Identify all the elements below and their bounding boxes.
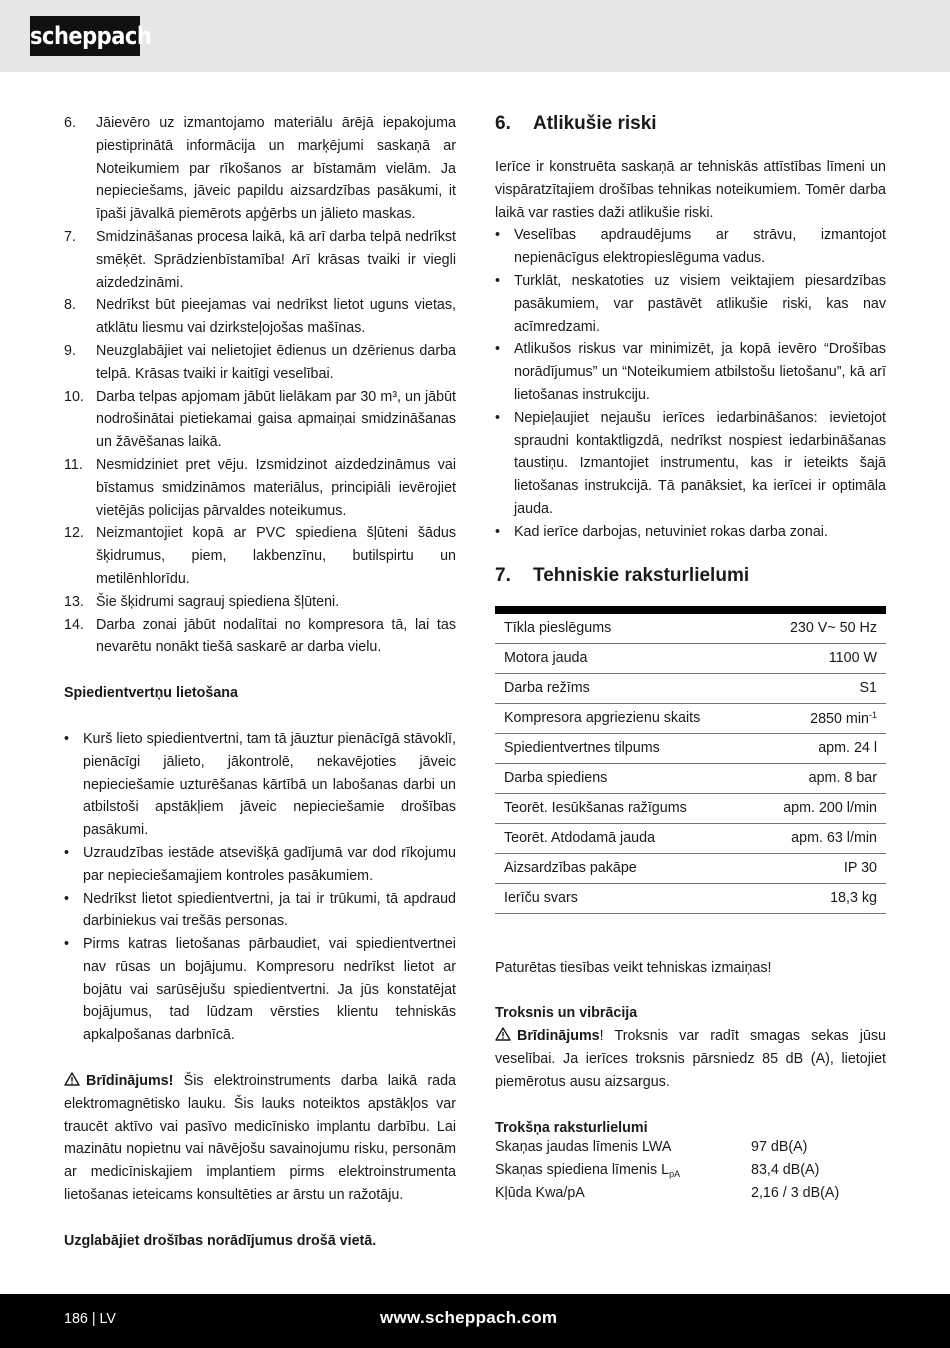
- numbered-item: [64, 591, 456, 614]
- item-number: 7.: [64, 228, 76, 245]
- spec-row: [495, 823, 886, 853]
- bullet-dot-icon: •: [64, 890, 70, 907]
- tech-spec-table: [495, 606, 886, 914]
- spec-value: 1100 W: [828, 650, 877, 667]
- item-number: 13.: [64, 593, 84, 610]
- warning-text: Šis elektroinstruments darba laikā rada elektromagnētisko lauku. Šis lauks noteiktos apstākļos var traucēt aktīvo vai pasīvo medicīnisko implantu darbību. Lai mazinātu nopietnu vai nāvējošu savainojumu risku, personām ar medicīniskajiem implantiem pirms elektroinstrumenta lietošanas ieteicams konsultēties ar ārstu un ražotāju.: [64, 1073, 456, 1204]
- numbered-item: [64, 614, 456, 660]
- spec-row: [495, 883, 886, 913]
- vessel-bullet-list: [64, 728, 456, 1047]
- noise-label-cell: [495, 1185, 751, 1208]
- bullet-item: [495, 338, 886, 406]
- noise-row: [495, 1162, 839, 1185]
- section-6-number: 6.: [495, 113, 511, 134]
- spec-row: [495, 673, 886, 703]
- numbered-item: [64, 294, 456, 340]
- website-link[interactable]: www.scheppach.com: [380, 1308, 558, 1327]
- item-number: 10.: [64, 388, 84, 405]
- spec-row: [495, 733, 886, 763]
- keep-safe-note: Uzglabājiet drošības norādījumus drošā vietā.: [64, 1232, 377, 1249]
- noise-label-cell: [495, 1162, 751, 1185]
- spec-label: Darba režīms: [495, 673, 752, 703]
- scheppach-logo: scheppach: [30, 16, 140, 56]
- header-band: [0, 0, 950, 72]
- bullet-text: Nedrīkst lietot spiedientvertni, ja tai ir trūkumi, tā apdraud darbiniekus vai trešās personas.: [83, 890, 456, 930]
- noise-heading: Troksnis un vibrācija: [495, 1005, 638, 1022]
- warning-label: Brīdinājums!: [86, 1073, 174, 1090]
- spec-label: Teorēt. Atdodamā jauda: [495, 823, 752, 853]
- spec-label: Darba spiediens: [495, 763, 752, 793]
- bullet-text: Kurš lieto spiedientvertni, tam tā jāuztur pienācīgā stāvoklī, pienācīgi jālieto, jākontrolē, nekavējoties jāveic nepieciešamie uzturēšanas kārtībā un labošanas darbi un atbilstoši apstākļiem jāveic nepieciešamie drošības pasākumi.: [83, 730, 456, 839]
- noise-value: 2,16 / 3 dB(A): [751, 1184, 840, 1201]
- item-text: Nedrīkst būt pieejamas vai nedrīkst lietot uguns vietas, atklātu liesmu vai dzirksteļojošas mašīnas.: [96, 297, 456, 337]
- bullet-item: [64, 933, 456, 1047]
- bullet-dot-icon: •: [495, 227, 501, 244]
- spec-label: Kompresora apgriezienu skaits: [495, 703, 752, 733]
- spec-label: Aizsardzības pakāpe: [495, 853, 752, 883]
- item-text: Neizmantojiet kopā ar PVC spiediena šļūteni šādus šķidrumus, piem, lakbenzīnu, butilspirtu un metilēnhlorīdu.: [96, 525, 456, 587]
- item-number: 12.: [64, 525, 84, 542]
- safety-numbered-list: [64, 112, 456, 659]
- spec-value: apm. 63 l/min: [791, 830, 877, 847]
- item-number: 11.: [64, 456, 83, 473]
- bullet-dot-icon: •: [64, 936, 70, 953]
- spec-label: Motora jauda: [495, 643, 752, 673]
- section-7-title: Tehniskie raksturlielumi: [533, 564, 750, 586]
- spec-value-exponent: -1: [868, 709, 877, 720]
- noise-label: Kļūda Kwa/pA: [495, 1184, 585, 1201]
- spec-value-cell: [752, 883, 886, 913]
- warning-paragraph: [64, 1070, 456, 1207]
- spec-value: apm. 24 l: [818, 740, 877, 757]
- spec-row: [495, 763, 886, 793]
- bullet-item: [495, 407, 886, 521]
- rights-note: Paturētas tiesības veikt tehniskas izmaiņas!: [495, 959, 772, 976]
- noise-warning-label: Brīdinājums: [517, 1028, 600, 1045]
- right-column: [495, 112, 886, 1208]
- vessel-heading: Spiedientvertņu lietošana: [64, 685, 238, 702]
- spec-label: Tīkla pieslēgums: [495, 614, 752, 644]
- bullet-text: Uzraudzības iestāde atsevišķā gadījumā var dod rīkojumu par nepieciešamajiem kontroles pasākumiem.: [83, 844, 456, 884]
- bullet-item: [64, 842, 456, 888]
- noise-row: [495, 1139, 839, 1162]
- bullet-text: Veselības apdraudējums ar strāvu, izmantojot nepienācīgus elektropieslēguma vadus.: [514, 227, 886, 267]
- spec-value-cell: [752, 763, 886, 793]
- noise-warning-paragraph: [495, 1025, 886, 1093]
- noise-warning-text: ! Troksnis var radīt smagas sekas jūsu veselībai. Ja ierīces troksnis pārsniedz 85 dB (A), lietojiet piemērotus ausu aizsargus.: [495, 1028, 886, 1090]
- item-text: Nesmidziniet pret vēju. Izsmidzinot aizdedzināmus vai bīstamus smidzināmos materiālus, principiāli ievērojiet vietējās policijas pārvaldes noteikumus.: [96, 456, 456, 519]
- section-6-heading: [495, 112, 886, 136]
- item-text: Jāievēro uz izmantojamo materiālu ārējā iepakojuma piestiprinātā informācija un marķējumi saskaņā ar Noteikumiem par rīkošanos ar bīstamām vielām. Ja nepieciešams, jāveic papildu aizsardzības pasākumi, it īpaši jāvalkā piemērots apģērbs un jālieto maskas.: [96, 115, 456, 223]
- section-6-title: Atlikušie riski: [533, 113, 657, 134]
- spec-label: Spiedientvertnes tilpums: [495, 733, 752, 763]
- numbered-item: [64, 454, 456, 522]
- item-number: 14.: [64, 616, 84, 633]
- item-text: Darba telpas apjomam jābūt lielākam par 30 m³, un jābūt nodrošinātai pietiekamai gaisa apmaiņai smidzināšanas un žāvēšanas laikā.: [96, 388, 456, 451]
- bullet-text: Kad ierīce darbojas, netuviniet rokas darba zonai.: [514, 523, 828, 540]
- bullet-text: Atlikušos riskus var minimizēt, ja kopā ievēro “Drošības norādījumus” un “Noteikumiem atbilstošu lietošanu”, kā arī lietošanas instrukciju.: [514, 341, 886, 403]
- noise-row: [495, 1185, 839, 1208]
- spec-label: Teorēt. Iesūkšanas ražīgums: [495, 793, 752, 823]
- warning-triangle-icon: [64, 1072, 80, 1086]
- bullet-item: [495, 270, 886, 338]
- bullet-item: [64, 888, 456, 934]
- item-text: Darba zonai jābūt nodalītai no kompresora tā, lai tas nevarētu nonākt tiešā saskarē ar darba vielu.: [96, 616, 456, 656]
- spec-row: [495, 703, 886, 733]
- noise-value: 97 dB(A): [751, 1139, 808, 1156]
- bullet-dot-icon: •: [495, 272, 501, 289]
- page-number: 186 | LV: [64, 1311, 116, 1327]
- noise-label-cell: [495, 1139, 751, 1162]
- bullet-dot-icon: •: [495, 341, 501, 358]
- bullet-text: Pirms katras lietošanas pārbaudiet, vai spiedientvertnei nav rūsas un bojājumu. Kompresoru nedrīkst lietot ar bojātu vai sarūsējušu spiedientvertni. Ja jūs konstatējat bojājumus, tad lūdzam vērsties klientu tehniskās apkalpošanas darbnīcā.: [83, 936, 456, 1044]
- item-number: 8.: [64, 297, 76, 314]
- spec-value-cell: [752, 673, 886, 703]
- spec-row: [495, 793, 886, 823]
- spec-value: 2850 min: [810, 710, 869, 727]
- spec-value-cell: [752, 793, 886, 823]
- left-column: [64, 112, 456, 1253]
- spec-value-cell: [752, 614, 886, 644]
- numbered-item: [64, 226, 456, 294]
- item-text: Neuzglabājiet vai nelietojiet ēdienus un dzērienus darba telpā. Krāsas tvaiki ir kaitīgi veselībai.: [96, 342, 456, 382]
- section-7-heading: [495, 564, 886, 588]
- spec-value: 230 V~ 50 Hz: [789, 620, 877, 637]
- warning-triangle-icon: [495, 1027, 511, 1041]
- spec-value: apm. 200 l/min: [783, 800, 877, 817]
- noise-label: Skaņas spiediena līmenis L: [495, 1162, 670, 1179]
- section-7-number: 7.: [495, 564, 511, 586]
- risks-intro: Ierīce ir konstruēta saskaņā ar tehniskās attīstības līmeni un vispāratzītajiem drošības tehnikas noteikumiem. Tomēr darba laikā var rasties daži atlikušie riski.: [495, 159, 886, 221]
- bullet-item: [495, 224, 886, 270]
- item-number: 9.: [64, 342, 76, 359]
- noise-label: Skaņas jaudas līmenis LWA: [495, 1139, 672, 1156]
- risks-bullet-list: [495, 224, 886, 543]
- item-number: 6.: [64, 115, 76, 131]
- bullet-dot-icon: •: [495, 523, 501, 540]
- numbered-item: [64, 340, 456, 386]
- spec-row: [495, 614, 886, 644]
- bullet-text: Nepieļaujiet nejaušu ierīces iedarbināšanos: ievietojot spraudni kontaktligzdā, nedrīkst nospiest iedarbināšanas taustiņu. Izmantojiet instrumentu, kas ir ieteikts šajā lietošanas instrukcijā. Tā panāksiet, ka ierīcei ir optimāla jauda.: [514, 409, 886, 517]
- bullet-item: [64, 728, 456, 842]
- spec-row: [495, 643, 886, 673]
- noise-label-subscript: pA: [669, 1169, 681, 1180]
- noise-table: [495, 1139, 839, 1207]
- bullet-dot-icon: •: [495, 409, 501, 426]
- spec-value: apm. 8 bar: [808, 770, 877, 787]
- bullet-dot-icon: •: [64, 844, 70, 861]
- item-text: Šie šķidrumi sagrauj spiediena šļūteni.: [96, 593, 340, 610]
- spec-value-cell: [752, 853, 886, 883]
- spec-table-header-bar: [495, 606, 886, 614]
- numbered-item: [64, 522, 456, 590]
- noise-char-heading: Trokšņa raksturlielumi: [495, 1119, 648, 1136]
- spec-value-cell: [752, 823, 886, 853]
- item-text: Smidzināšanas procesa laikā, kā arī darba telpā nedrīkst smēķēt. Sprādzienbīstamība! Arī krāsas tvaiki ir viegli aizdedzināmi.: [96, 228, 456, 291]
- footer-band: [0, 1294, 950, 1348]
- spec-value-cell: [752, 703, 886, 733]
- spec-label: Ierīču svars: [495, 883, 752, 913]
- spec-value: IP 30: [843, 860, 877, 877]
- noise-value: 83,4 dB(A): [751, 1162, 820, 1179]
- spec-value-cell: [752, 643, 886, 673]
- spec-row: [495, 853, 886, 883]
- bullet-item: [495, 521, 886, 544]
- spec-value: S1: [859, 680, 877, 697]
- bullet-dot-icon: •: [64, 730, 70, 747]
- spec-value-cell: [752, 733, 886, 763]
- spec-value: 18,3 kg: [830, 890, 877, 907]
- bullet-text: Turklāt, neskatoties uz visiem veiktajiem piesardzības pasākumiem, var pastāvēt atlikušie riski, kas nav acīmredzami.: [514, 272, 886, 335]
- numbered-item: [64, 112, 456, 226]
- numbered-item: [64, 386, 456, 454]
